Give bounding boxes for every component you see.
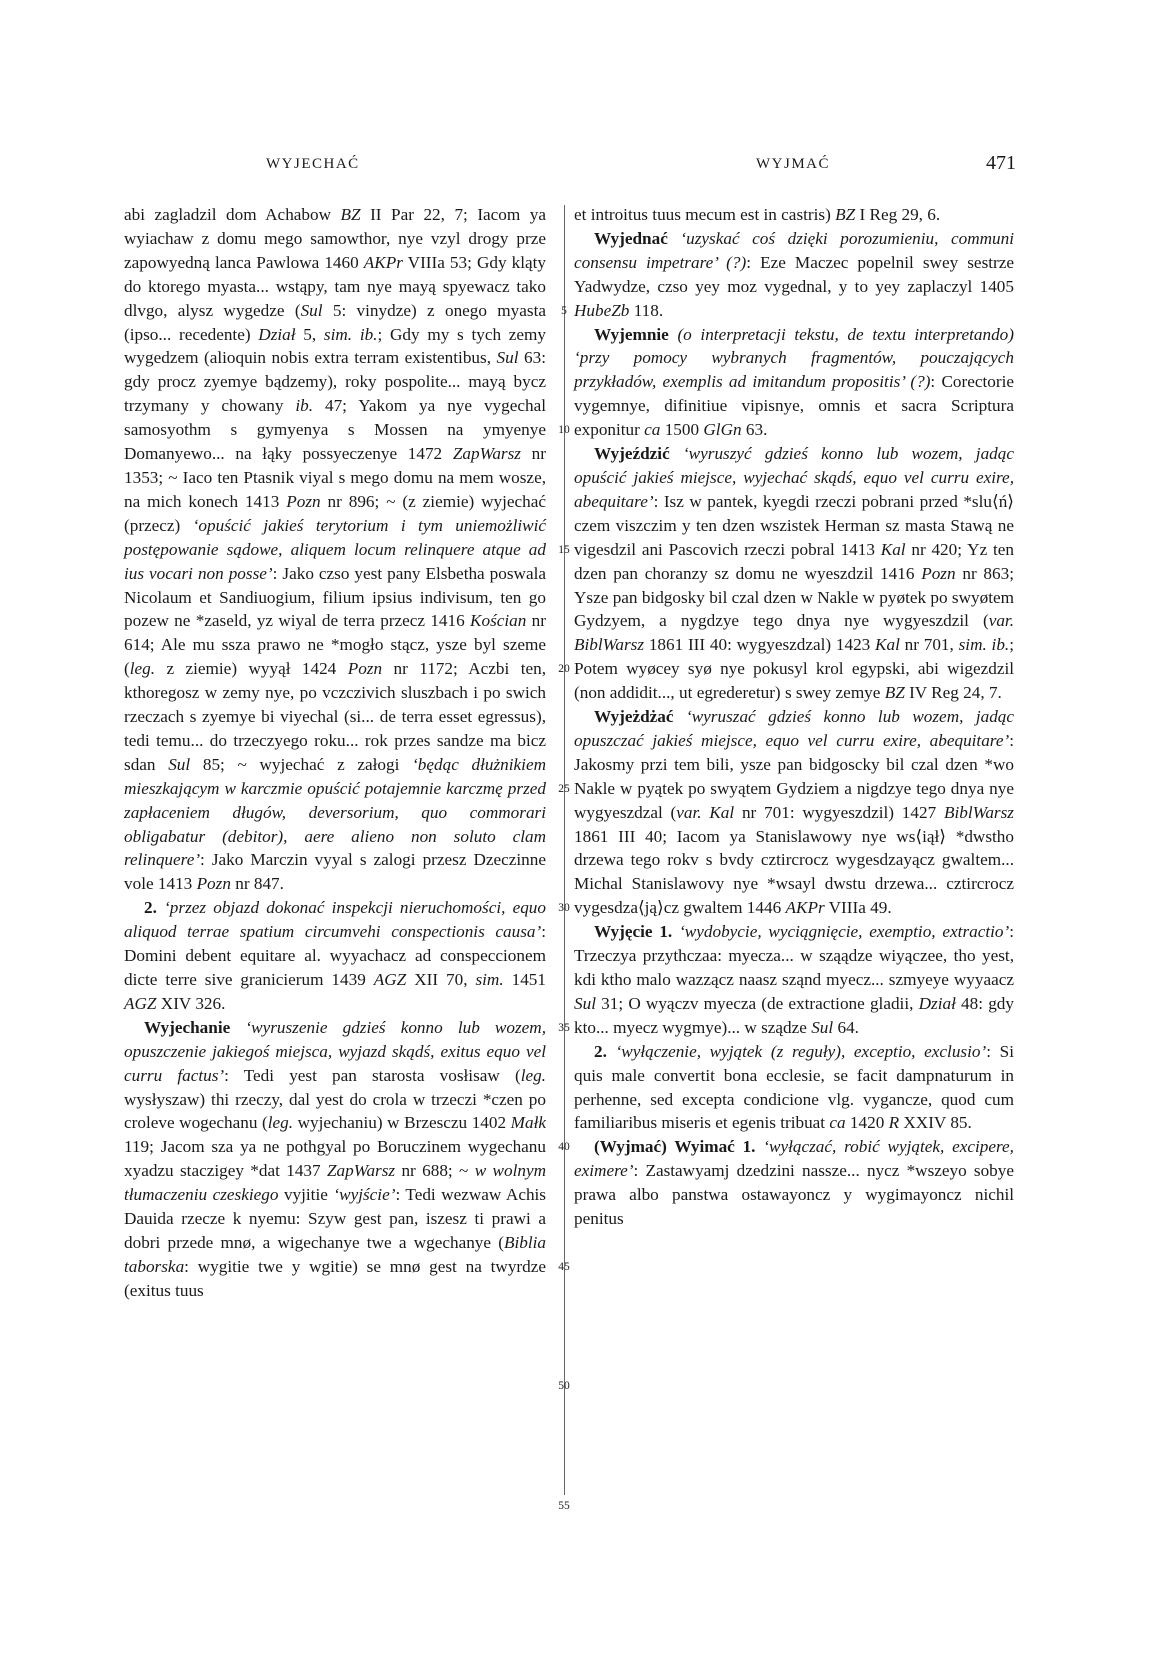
text-run: 118. (629, 300, 664, 320)
text-run: nr 1172; Aczbi ten, kthoregosz w zemy nye, po vczczivich sluszbach i po swich rzeczach s zyemye bi viyechal (si... de terra esset egressus), tedi temu... do trzeczyego roku... rok przes sandze ma bicz sdan (124, 659, 546, 774)
text-run: abi zagladzil dom Achabow (124, 205, 341, 224)
text-run (674, 707, 686, 726)
italic-text: sim. ib. (323, 324, 378, 344)
right-column-paragraph (574, 227, 1014, 323)
italic-text: ‘wyruszenie gdzieś konno lub wozem, opuszczenie jakiegoś miejsca, wyjazd skądś, exitus equo vel curru factus’ (124, 1017, 546, 1085)
italic-text: sim. (475, 970, 504, 989)
italic-text: ib. (295, 396, 314, 416)
running-header (0, 152, 1167, 182)
left-column (124, 203, 546, 1303)
text-run: VIIIa 49. (824, 898, 892, 918)
italic-text: GlGn (703, 420, 742, 440)
line-number: 50 (558, 1380, 570, 1393)
text-run: nr 863; Ysze pan bidgosky bil czal dzen w Nakle w pyøtek po swyøtem Gydzyem, a nygdzye tego dnya nye wygyeszdzil ( (574, 563, 1014, 631)
line-number: 45 (558, 1260, 570, 1273)
headword: (Wyjmać) Wyimać 1. (594, 1137, 756, 1157)
line-number: 10 (558, 424, 570, 437)
headword: Wyjeździć (594, 444, 670, 464)
italic-text: ‘wyruszać gdzieś konno lub wozem, jadąc opuszczać jakieś miejsce, equo vel curru exire, abequitare’ (574, 707, 1015, 750)
italic-text: Dział (258, 324, 296, 344)
text-run: 1500 (660, 420, 704, 440)
text-run: 1451 (503, 970, 546, 989)
italic-text: var. BiblWarsz (574, 611, 1014, 655)
italic-text: leg. (129, 659, 156, 679)
headword: Wyjechanie (144, 1017, 231, 1037)
italic-text: Pozn (286, 491, 321, 511)
italic-text: ‘opuścić jakieś terytorium i tym uniemożliwić postępowanie sądowe, aliquem locum relinquere atque ad ius vocari non posse’ (124, 515, 546, 583)
line-number: 5 (561, 304, 567, 317)
italic-text: HubeZb (574, 300, 630, 320)
italic-text: (o interpretacji tekstu, de textu interpretando) ‘przy pomocy wybranych fragmentów, pouczających przykładów, exemplis ad imitandum propositis’ (?) (574, 324, 1014, 392)
text-run: XXIV 85. (899, 1113, 972, 1133)
text-run: nr 896; ~ (z ziemie) wyjechać (przecz) (124, 491, 546, 535)
italic-text: AKPr (363, 252, 403, 272)
text-run: et introitus tuus mecum est in castris) (574, 205, 836, 224)
text-run: II Par 22, 7; Iacom ya wyiachaw z domu mego samowthor, nye vzyl drogy prze zapowyedną lanca Pawlowa 1460 (124, 205, 546, 272)
left-column-paragraph (124, 1016, 546, 1303)
text-run: nr 614; Ale mu ssza prawo ne *mogło stącz, ysze byl szeme ( (124, 611, 546, 679)
left-column-paragraph (124, 896, 546, 1016)
line-number: 20 (558, 663, 570, 676)
text-run (668, 229, 681, 248)
text-run: 5, (295, 324, 324, 344)
italic-text: var. Kal (676, 802, 735, 822)
text-run (670, 444, 683, 463)
italic-text: Sul (574, 993, 596, 1013)
text-run: vyjitie (278, 1185, 334, 1205)
italic-text: ZapWarsz (452, 444, 521, 464)
text-run: : Corectorie vygemnye, difinitiue vipisnye, omnis et sacra Scriptura exponitur (574, 372, 1014, 440)
italic-text: Pozn (347, 659, 383, 679)
right-column-paragraph (574, 1040, 1014, 1136)
text-run: 31; O wyączv myecza (de extractione gladii, (595, 993, 919, 1013)
text-run: wysłyszaw) thi rzeczy, dal yest do crola w trzeczi *czen po croleve wogechanu ( (124, 1089, 546, 1133)
headword: 2. (144, 898, 165, 918)
italic-text: ‘przez objazd dokonać inspekcji nieruchomości, equo aliquod terrae spatium circumvehi conspectionis causa’ (124, 898, 546, 942)
italic-text: w wolnym tłumaczeniu czeskiego (124, 1161, 546, 1205)
italic-text: Biblia taborska (124, 1232, 546, 1276)
text-run: VIIIa 53; Gdy klątу do ktorego myasta... wstąpy, tam nye mayą spyewacz tako dlvgo, alysz wygedze ( (124, 252, 546, 320)
header-right-headword: WYJMAĆ (756, 156, 831, 172)
headword: Wyjednać (594, 228, 668, 248)
italic-text: AGZ (373, 970, 407, 989)
right-column-paragraph (574, 920, 1014, 1040)
line-number: 55 (558, 1499, 570, 1512)
text-run (230, 1018, 245, 1037)
text-run: nr 701, (899, 635, 959, 655)
text-run: 5: vinydze) z onego myasta (ipso... recedente) (124, 300, 546, 344)
text-run: : Zastawyamj dzedzini nassze... nycz *wszeyo sobye prawa albo panstwa ostawayoncz y wygimayoncz nichil penitus (574, 1161, 1014, 1229)
text-run: ; Gdy my s tych zemy wygedzem (alioquin nobis extra terram existentibus, (124, 324, 546, 368)
italic-text: leg. (520, 1065, 546, 1085)
italic-text: ‘wyjście’ (333, 1185, 396, 1205)
right-column-paragraph (574, 1135, 1014, 1231)
text-run: : Tedi yest pan starosta vosłisaw ( (224, 1065, 521, 1085)
italic-text: ‘będąc dłużnikiem mieszkającym w karczmie opuścić potajemnie karczmę przed zapłaceniem długów, deversorium, quo commorari obligabatur (debitor), aere alieno non soluto clam relinquere’ (124, 754, 546, 870)
text-run: nr 701: wygyeszdzil) 1427 (734, 802, 944, 822)
italic-text: Sul (496, 348, 519, 368)
italic-text: ZapWarsz (326, 1161, 396, 1181)
text-run: z ziemie) wyyął 1424 (155, 659, 348, 679)
italic-text: BiblWarsz (943, 802, 1014, 822)
headword: 2. (594, 1041, 616, 1061)
line-number: 35 (558, 1021, 570, 1034)
italic-text: sim. ib. (958, 635, 1010, 655)
italic-text: BZ (884, 683, 905, 703)
right-column-paragraph (574, 203, 1014, 227)
text-run: XII 70, (406, 970, 476, 989)
text-run: 1861 III 40; Iacom ya Stanislawowy nye ws⟨iął⟩ *dwstho drzewa tego rokv s bvdy cztircrocz wygesdzayącz gwaltem... Michal Stanislawovy nye *wsayl dwstu drzewa... cztircrocz vygesdza⟨ją⟩cz gwaltem 1446 (574, 826, 1014, 918)
text-run: I Reg 29, 6. (855, 205, 941, 224)
italic-text: Małk (510, 1113, 546, 1133)
italic-text: Pozn (196, 874, 231, 894)
italic-text: Dział (918, 993, 956, 1013)
right-column (574, 203, 1014, 1231)
text-run: 85; ~ wyjechać z załogi (190, 754, 413, 774)
italic-text: Pozn (921, 563, 956, 583)
column-divider (564, 205, 565, 1495)
text-run: 1861 III 40: wygyeszdzal) 1423 (644, 635, 876, 655)
italic-text: Kal (875, 635, 900, 655)
text-run: : Eze Maczec popelnil swey sestrze Yadwydze, czso yey moz vygednal, y to yey zaplaczyl 1405 (574, 252, 1015, 296)
italic-text: Sul (811, 1017, 834, 1037)
italic-text: BZ (835, 205, 856, 224)
italic-text: ‘wyruszyć gdzieś konno lub wozem, jadąc opuścić jakieś miejsce, wyjechać skądś, equo vel curru exire, abequitare’ (574, 444, 1014, 511)
text-run: 1420 (845, 1113, 889, 1133)
headword: Wyjeżdżać (594, 707, 674, 727)
text-run: IV Reg 24, 7. (904, 683, 1002, 703)
text-run: 64. (833, 1017, 859, 1037)
header-left-headword: WYJECHAĆ (266, 156, 360, 172)
text-run: XIV 326. (156, 993, 226, 1013)
italic-text: R (888, 1113, 900, 1133)
text-run: : wygitie twe y wgitie) se mnø gest na twyrdze (exitus tuus (124, 1256, 546, 1300)
text-run: : Domini debent equitare al. wyyachacz ad conspeccionem dicte terre sive granicierum 1439 (124, 922, 546, 989)
text-run: 47; Yakom ya nye vygechal samosyothm s gymyenya s Mossen na ymyenye Domanyewo... na łąky possyeczenye 1472 (124, 396, 546, 464)
left-column-paragraph (124, 203, 546, 896)
text-run: ; Potem wyøcey syø nye pokusyl krol egypski, abi wigezdzil (non addidit..., ut egrederetur) s swey zemye (574, 635, 1014, 703)
italic-text: Kal (880, 539, 906, 559)
italic-text: ‘uzyskać coś dzięki porozumieniu, communi consensu impetrare’ (?) (574, 228, 1014, 272)
text-run: nr 847. (230, 874, 284, 894)
text-run: : Jako czso yest pany Elsbetha poswala Nicolaum et Sandiuogium, filium ipsius indivisum, ten go pozew ne *zaseld, yz wiyal de terra przecz 1416 (124, 563, 546, 631)
italic-text: leg. (267, 1113, 294, 1133)
line-number: 15 (558, 543, 570, 556)
page-number: 471 (986, 152, 1016, 174)
italic-text: BZ (340, 205, 361, 224)
italic-text: ‘wyłączać, robić wyjątek, excipere, eximere’ (574, 1137, 1014, 1181)
italic-text: AGZ (124, 993, 157, 1013)
italic-text: ca (644, 420, 661, 440)
italic-text: Sul (168, 754, 191, 774)
text-run: : Jako Marczin vyyal s zalogi przesz Dzeczinne vole 1413 (124, 850, 546, 894)
right-column-paragraph (574, 705, 1014, 920)
line-number: 25 (558, 782, 570, 795)
text-run: nr 688; ~ (395, 1161, 475, 1181)
italic-text: Sul (300, 300, 323, 320)
text-run: : Si quis male convertit bona ecclesie, se facit dampnaturum in perhenne, sed excepta condicione vlg. vygancze, quod cum familiaribus miseris et egenis tribuat (574, 1041, 1014, 1133)
text-run: 119; Jacom sza ya ne pothgyal po Boruczinem wygechanu xyadzu staczigey *dat 1437 (124, 1137, 546, 1181)
headword: Wyjemnie (594, 324, 669, 344)
text-run: : Trzeczya przythczaa: myecza... w sząądze wiyączee, tho yest, kdi ktho malo wazzącz naasz sząnd myecz... szmyeye wyyaacz (574, 922, 1015, 989)
text-run: : Tedi wezwaw Achis Dauida rzecze k nyemu: Szyw gest pan, iszesz ti prawi a dobri przede mnø, a wigechanye twe a wgechanye ( (124, 1185, 547, 1252)
line-number: 40 (558, 1141, 570, 1154)
text-run: nr 1353; ~ Iaco ten Ptasnik viyal s mego domu na mem wosze, na mich konech 1413 (124, 444, 546, 511)
headword: Wyjęcie 1. (594, 922, 673, 942)
text-run: wyjechaniu) w Brzesczu 1402 (293, 1113, 511, 1133)
text-run: 48: gdy kto... myecz wygmye)... w sządze (574, 993, 1014, 1037)
italic-text: ‘wyłączenie, wyjątek (z reguły), exceptio, exclusio’ (615, 1041, 987, 1061)
italic-text: ‘wydobycie, wyciągnięcie, exemptio, extractio’ (679, 922, 1010, 942)
right-column-paragraph (574, 323, 1014, 443)
italic-text: Kościan (470, 611, 527, 631)
text-run: 63. (741, 420, 768, 440)
right-column-paragraph (574, 442, 1014, 705)
text-run: : Jakosmy przi tem bili, ysze pan bidgoscky bil czal dzen *wo Nakle w pyątek po swyątem Gydziem a nigdzye tego dnya nye wygyeszdzal ( (574, 730, 1014, 822)
text-run: 63: gdy procz zyemye bądzemy), roky pospolite... mayą bycz trzymany y chowany (124, 348, 546, 416)
text-run: : Isz w pantek, kyegdi rzeczi pobrani przed *slu⟨ń⟩czem viszczim y ten dzen wszistek Herman sz masta Stawą ne vigesdzil ani Pascovich rzeczi pobral 1413 (574, 491, 1014, 559)
line-number: 30 (558, 902, 570, 915)
text-run: nr 420; Yz ten dzen pan choranzy sz domu ne wyeszdzil 1416 (574, 539, 1014, 583)
italic-text: ca (829, 1113, 846, 1133)
italic-text: AKPr (785, 898, 825, 918)
